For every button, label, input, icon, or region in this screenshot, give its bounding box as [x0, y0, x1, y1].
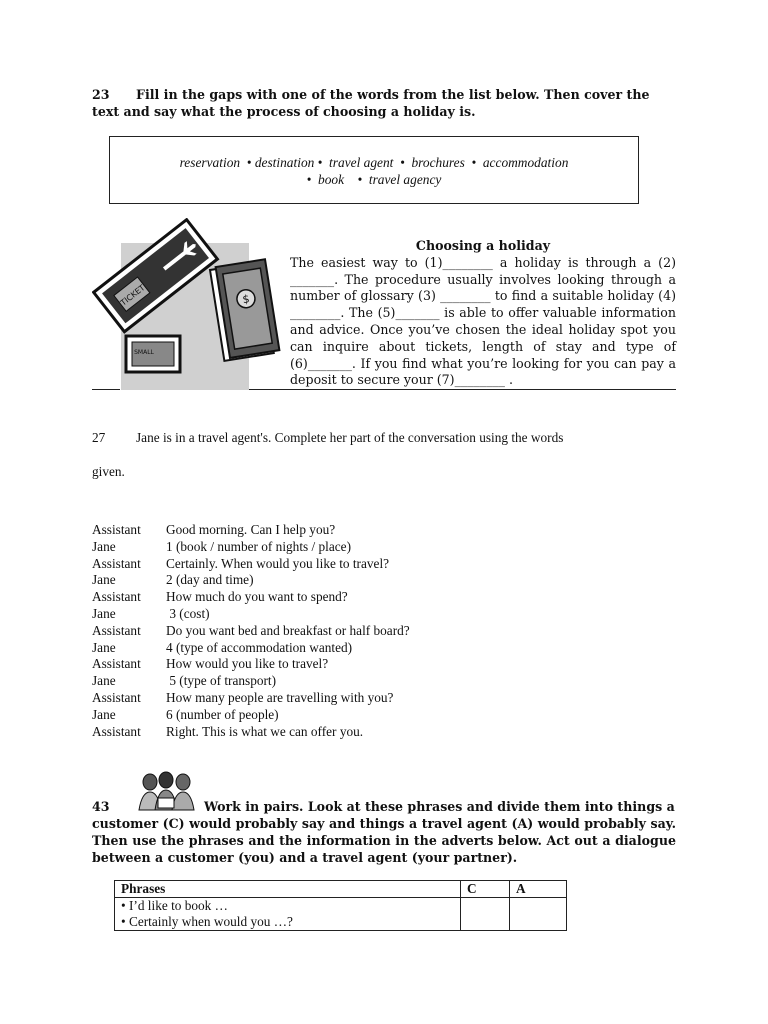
speaker: Jane [92, 538, 116, 554]
c-answer-cell[interactable] [461, 898, 510, 931]
dialogue-line [92, 640, 410, 657]
line-text: 1 (book / number of nights / place) [166, 538, 352, 554]
line-text: How many people are travelling with you? [166, 689, 394, 705]
dialogue-line [92, 724, 410, 741]
speaker: Assistant [92, 656, 141, 672]
word-list-box [109, 136, 639, 204]
speaker: Jane [92, 572, 116, 588]
line-text: 2 (day and time) [166, 572, 254, 588]
instruction-rest: customer (C) would probably say and things a travel agent (A) would probably say. Then use the phrases and the information in the adverts below. Act out a dialogue between a customer (you) and a travel agent (your partner). [92, 816, 676, 865]
dialogue-line [92, 522, 410, 539]
exercise-number: 27 [92, 430, 106, 445]
dialogue [92, 522, 410, 740]
table-header-row [115, 881, 567, 898]
travel-tickets-clipart [92, 218, 292, 390]
exercise-23-instruction [92, 86, 676, 120]
ticket-label: TICKET [118, 283, 147, 308]
line-text: 4 (type of accommodation wanted) [166, 639, 353, 655]
dialogue-line [92, 707, 410, 724]
exercise-number: 23 [92, 87, 110, 102]
speaker: Assistant [92, 522, 141, 537]
line-text: Certainly. When would you like to travel? [166, 555, 390, 571]
line-text: How much do you want to spend? [166, 589, 348, 605]
a-answer-cell[interactable] [510, 898, 567, 931]
exercise-27-instruction [92, 430, 692, 480]
word-list-line-2: • book • travel agency [306, 172, 442, 187]
word-list-line-1: reservation • destination • travel agent • brochures • accommodation [179, 155, 569, 170]
dialogue-line [92, 556, 410, 573]
speaker: Jane [92, 706, 116, 722]
instruction-line-2: given. [92, 464, 125, 479]
table-row [115, 898, 567, 915]
speaker: Assistant [92, 622, 141, 638]
phrase-cell: • I’d like to book … [115, 898, 461, 915]
instruction-text: Fill in the gaps with one of the words from the list below. Then cover the text and say what the process of choosing a holiday is. [92, 87, 650, 119]
speaker: Assistant [92, 723, 141, 739]
underline-divider [249, 389, 676, 390]
line-text: Do you want bed and breakfast or half board? [166, 622, 410, 638]
dialogue-line [92, 690, 410, 707]
speaker: Assistant [92, 555, 141, 571]
exercise-number: 43 [92, 799, 110, 814]
line-text: Right. This is what we can offer you. [166, 723, 364, 739]
svg-text:$: $ [241, 292, 251, 307]
phrases-table [114, 880, 567, 931]
dialogue-line [92, 673, 410, 690]
header-phrases: Phrases [115, 881, 461, 898]
dialogue-line [92, 572, 410, 589]
header-agent: A [510, 881, 567, 898]
exercise-43-instruction [92, 798, 676, 866]
reading-text: The easiest way to (1)________ a holiday is through a (2) _______. The procedure usually involves looking through a number of glossary (3) ________ to find a suitable holiday (4) ________. The (5)_______ is able to offer valuable information and advice. Once you’ve chosen the ideal holiday spot you can inquire about tickets, length of stay and type of (6)_______. If you find what you’re looking for you can pay a deposit to secure your (7)________ . [290, 254, 676, 388]
instruction-line-1: Jane is in a travel agent's. Complete her part of the conversation using the words [136, 430, 564, 445]
dialogue-line [92, 623, 410, 640]
reading-title: Choosing a holiday [415, 238, 551, 253]
underline-divider [92, 389, 120, 390]
dialogue-line [92, 539, 410, 556]
dialogue-line [92, 656, 410, 673]
line-text: Good morning. Can I help you? [166, 522, 336, 537]
header-customer: C [461, 881, 510, 898]
dialogue-line [92, 589, 410, 606]
speaker: Jane [92, 605, 116, 621]
speaker: Jane [92, 639, 116, 655]
card-label: SMALL [134, 349, 154, 356]
dialogue-line [92, 606, 410, 623]
line-text: 5 (type of transport) [166, 673, 277, 689]
speaker: Jane [92, 673, 116, 689]
phrase-cell: • Certainly when would you …? [115, 914, 461, 931]
speaker: Assistant [92, 589, 141, 605]
line-text: 3 (cost) [166, 605, 210, 621]
instruction-first-line: Work in pairs. Look at these phrases and divide them into things a [204, 799, 675, 814]
reading-passage [290, 238, 676, 389]
line-text: 6 (number of people) [166, 706, 279, 722]
speaker: Assistant [92, 689, 141, 705]
line-text: How would you like to travel? [166, 656, 329, 672]
